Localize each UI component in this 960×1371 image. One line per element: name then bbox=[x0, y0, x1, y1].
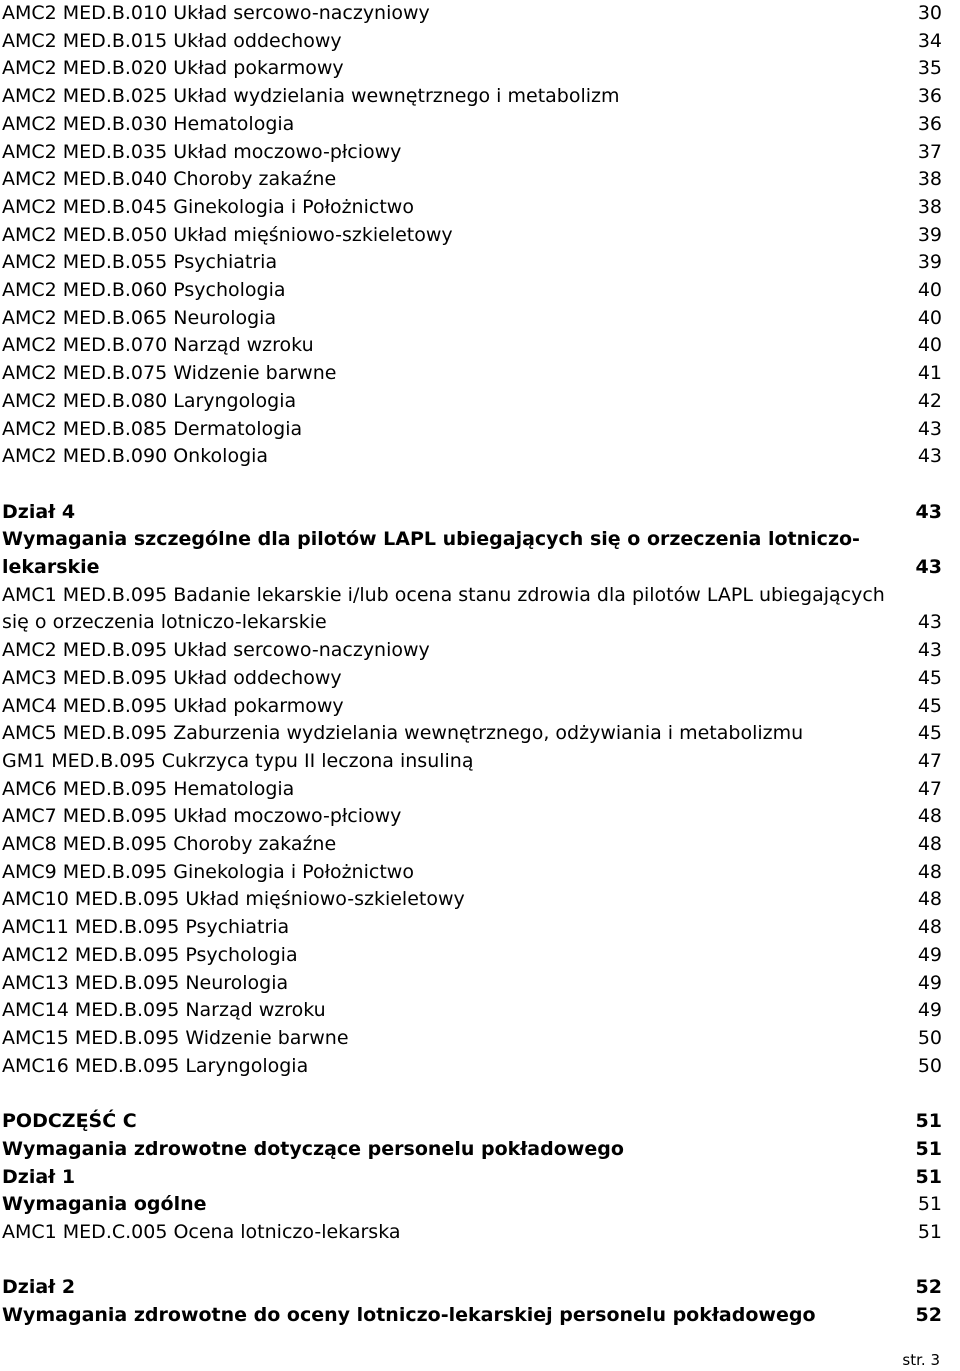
toc-entry-page: 36 bbox=[917, 112, 942, 135]
toc-entry-page: 47 bbox=[917, 777, 942, 800]
toc-entry-page: 48 bbox=[917, 888, 942, 911]
toc-entry-title: AMC5 MED.B.095 Zaburzenia wydzielania wewnętrznego, odżywiania i metabolizmu bbox=[2, 722, 804, 745]
toc-entry-title: Dział 2 bbox=[2, 1276, 76, 1299]
toc-entry bbox=[2, 942, 942, 970]
toc-entry-page: 38 bbox=[917, 195, 942, 218]
toc-entry bbox=[2, 803, 942, 831]
toc-entry bbox=[2, 748, 942, 776]
toc-entry-title: Wymagania szczególne dla pilotów LAPL ubiegających się o orzeczenia lotniczo- lekarskie bbox=[2, 528, 860, 579]
toc-entry bbox=[2, 277, 942, 305]
table-of-contents bbox=[2, 0, 942, 1330]
toc-entry bbox=[2, 111, 942, 139]
toc-entry bbox=[2, 166, 942, 194]
toc-heading bbox=[2, 1136, 942, 1164]
toc-entry-title: Wymagania zdrowotne dotyczące personelu pokładowego bbox=[2, 1137, 624, 1160]
toc-entry-title: AMC2 MED.B.080 Laryngologia bbox=[2, 389, 297, 412]
toc-entry-title: AMC1 MED.B.095 Badanie lekarskie i/lub ocena stanu zdrowia dla pilotów LAPL ubiegających się o orzeczenia lotniczo-lekarskie bbox=[2, 583, 885, 634]
toc-entry-page: 51 bbox=[917, 1193, 942, 1216]
toc-entry-page: 41 bbox=[917, 362, 942, 385]
toc-entry-title: Wymagania ogólne bbox=[2, 1193, 207, 1216]
toc-entry bbox=[2, 443, 942, 471]
toc-entry-page: 48 bbox=[917, 805, 942, 828]
toc-entry-title: AMC2 MED.B.040 Choroby zakaźne bbox=[2, 168, 337, 191]
toc-entry-title: AMC2 MED.B.060 Psychologia bbox=[2, 279, 286, 302]
toc-entry bbox=[2, 55, 942, 83]
toc-entry-page: 30 bbox=[917, 2, 942, 24]
toc-entry-title: AMC3 MED.B.095 Układ oddechowy bbox=[2, 666, 342, 689]
toc-entry-title: AMC8 MED.B.095 Choroby zakaźne bbox=[2, 833, 337, 856]
toc-entry-page: 51 bbox=[915, 1165, 942, 1188]
toc-entry bbox=[2, 859, 942, 887]
toc-entry-page: 35 bbox=[917, 57, 942, 80]
toc-entry bbox=[2, 582, 942, 637]
toc-entry-page: 49 bbox=[917, 943, 942, 966]
toc-entry-page: 48 bbox=[917, 916, 942, 939]
toc-entry-page: 36 bbox=[917, 85, 942, 108]
section-spacer bbox=[2, 471, 942, 499]
toc-entry-page: 47 bbox=[917, 749, 942, 772]
toc-entry bbox=[2, 1025, 942, 1053]
toc-entry-title: AMC2 MED.B.065 Neurologia bbox=[2, 306, 277, 329]
toc-entry-title: AMC10 MED.B.095 Układ mięśniowo-szkieletowy bbox=[2, 888, 465, 911]
toc-entry bbox=[2, 886, 942, 914]
toc-entry-page: 39 bbox=[917, 251, 942, 274]
toc-entry-page: 50 bbox=[917, 1027, 942, 1049]
toc-entry-page: 34 bbox=[917, 29, 942, 52]
toc-entry-title: AMC2 MED.B.090 Onkologia bbox=[2, 445, 269, 468]
toc-entry-page: 43 bbox=[917, 417, 942, 440]
toc-heading bbox=[2, 526, 942, 581]
toc-entry bbox=[2, 360, 942, 388]
toc-heading bbox=[2, 1164, 942, 1192]
toc-entry-title: Wymagania zdrowotne do oceny lotniczo-lekarskiej personelu pokładowego bbox=[2, 1304, 816, 1326]
toc-entry-title: AMC2 MED.B.010 Układ sercowo-naczyniowy bbox=[2, 2, 430, 24]
toc-entry-page: 43 bbox=[915, 556, 942, 579]
toc-entry-title: AMC1 MED.C.005 Ocena lotniczo-lekarska bbox=[2, 1220, 401, 1243]
toc-entry bbox=[2, 222, 942, 250]
toc-entry-title: AMC2 MED.B.025 Układ wydzielania wewnętrznego i metabolizm bbox=[2, 85, 620, 108]
toc-entry-title: Dział 4 bbox=[2, 500, 76, 523]
toc-entry bbox=[2, 249, 942, 277]
toc-heading bbox=[2, 1108, 942, 1136]
section-spacer bbox=[2, 1080, 942, 1108]
toc-entry bbox=[2, 305, 942, 333]
toc-heading bbox=[2, 499, 942, 527]
toc-entry-page: 49 bbox=[917, 999, 942, 1022]
toc-heading bbox=[2, 1274, 942, 1302]
page-number: str. 3 bbox=[902, 1351, 940, 1369]
toc-entry-page: 40 bbox=[917, 279, 942, 302]
toc-entry-title: GM1 MED.B.095 Cukrzyca typu II leczona insuliną bbox=[2, 749, 474, 772]
toc-entry bbox=[2, 139, 942, 167]
toc-heading bbox=[2, 1191, 942, 1219]
toc-entry bbox=[2, 83, 942, 111]
toc-entry-page: 43 bbox=[917, 445, 942, 468]
toc-entry-page: 38 bbox=[917, 168, 942, 191]
toc-entry bbox=[2, 970, 942, 998]
toc-entry-title: AMC16 MED.B.095 Laryngologia bbox=[2, 1054, 309, 1077]
toc-entry bbox=[2, 637, 942, 665]
toc-entry-page: 42 bbox=[917, 389, 942, 412]
toc-entry-page: 43 bbox=[915, 500, 942, 523]
toc-entry bbox=[2, 665, 942, 693]
toc-entry bbox=[2, 776, 942, 804]
toc-entry bbox=[2, 831, 942, 859]
toc-entry-title: AMC4 MED.B.095 Układ pokarmowy bbox=[2, 694, 344, 717]
toc-entry-title: AMC6 MED.B.095 Hematologia bbox=[2, 777, 295, 800]
toc-entry-page: 45 bbox=[917, 722, 942, 745]
toc-entry bbox=[2, 194, 942, 222]
toc-entry-title: PODCZĘŚĆ C bbox=[2, 1110, 137, 1133]
toc-entry-title: AMC11 MED.B.095 Psychiatria bbox=[2, 916, 290, 939]
toc-entry bbox=[2, 0, 942, 28]
toc-entry-page: 48 bbox=[917, 860, 942, 883]
toc-entry-title: AMC2 MED.B.030 Hematologia bbox=[2, 112, 295, 135]
toc-entry-title: AMC13 MED.B.095 Neurologia bbox=[2, 971, 289, 994]
toc-entry-title: AMC2 MED.B.020 Układ pokarmowy bbox=[2, 57, 344, 80]
toc-entry-page: 52 bbox=[915, 1276, 942, 1299]
toc-entry-title: AMC9 MED.B.095 Ginekologia i Położnictwo bbox=[2, 860, 414, 883]
toc-entry bbox=[2, 1219, 942, 1247]
toc-entry-title: AMC7 MED.B.095 Układ moczowo-płciowy bbox=[2, 805, 402, 828]
toc-entry-title: AMC2 MED.B.095 Układ sercowo-naczyniowy bbox=[2, 639, 430, 662]
toc-entry bbox=[2, 720, 942, 748]
toc-entry-page: 37 bbox=[917, 140, 942, 163]
toc-entry-page: 50 bbox=[917, 1054, 942, 1077]
toc-entry bbox=[2, 1053, 942, 1081]
toc-entry bbox=[2, 28, 942, 56]
toc-entry-title: AMC2 MED.B.070 Narząd wzroku bbox=[2, 334, 314, 357]
toc-entry-title: AMC2 MED.B.015 Układ oddechowy bbox=[2, 29, 342, 52]
toc-entry-page: 40 bbox=[917, 306, 942, 329]
toc-entry-page: 51 bbox=[915, 1137, 942, 1160]
toc-entry bbox=[2, 332, 942, 360]
toc-entry-title: AMC12 MED.B.095 Psychologia bbox=[2, 943, 298, 966]
toc-entry-page: 48 bbox=[917, 833, 942, 856]
toc-entry-title: AMC2 MED.B.045 Ginekologia i Położnictwo bbox=[2, 195, 414, 218]
toc-entry-title: AMC14 MED.B.095 Narząd wzroku bbox=[2, 999, 326, 1022]
toc-heading bbox=[2, 1302, 942, 1330]
toc-entry-page: 51 bbox=[915, 1110, 942, 1133]
toc-entry-title: AMC2 MED.B.055 Psychiatria bbox=[2, 251, 278, 274]
toc-entry-page: 43 bbox=[917, 639, 942, 662]
section-spacer bbox=[2, 1247, 942, 1275]
toc-entry-title: AMC2 MED.B.075 Widzenie barwne bbox=[2, 362, 337, 385]
toc-entry-page: 43 bbox=[917, 611, 942, 634]
toc-entry bbox=[2, 914, 942, 942]
toc-entry-title: AMC15 MED.B.095 Widzenie barwne bbox=[2, 1027, 349, 1049]
toc-entry bbox=[2, 416, 942, 444]
toc-entry-title: AMC2 MED.B.085 Dermatologia bbox=[2, 417, 303, 440]
toc-entry-page: 45 bbox=[917, 694, 942, 717]
toc-entry bbox=[2, 388, 942, 416]
toc-entry-page: 49 bbox=[917, 971, 942, 994]
toc-entry-title: AMC2 MED.B.035 Układ moczowo-płciowy bbox=[2, 140, 402, 163]
toc-entry-page: 51 bbox=[917, 1220, 942, 1243]
toc-entry-page: 39 bbox=[917, 223, 942, 246]
toc-entry-page: 45 bbox=[917, 666, 942, 689]
toc-entry bbox=[2, 693, 942, 721]
toc-entry-page: 40 bbox=[917, 334, 942, 357]
toc-entry-title: Dział 1 bbox=[2, 1165, 76, 1188]
toc-entry-page: 52 bbox=[915, 1304, 942, 1326]
toc-entry bbox=[2, 997, 942, 1025]
toc-entry-title: AMC2 MED.B.050 Układ mięśniowo-szkieletowy bbox=[2, 223, 453, 246]
